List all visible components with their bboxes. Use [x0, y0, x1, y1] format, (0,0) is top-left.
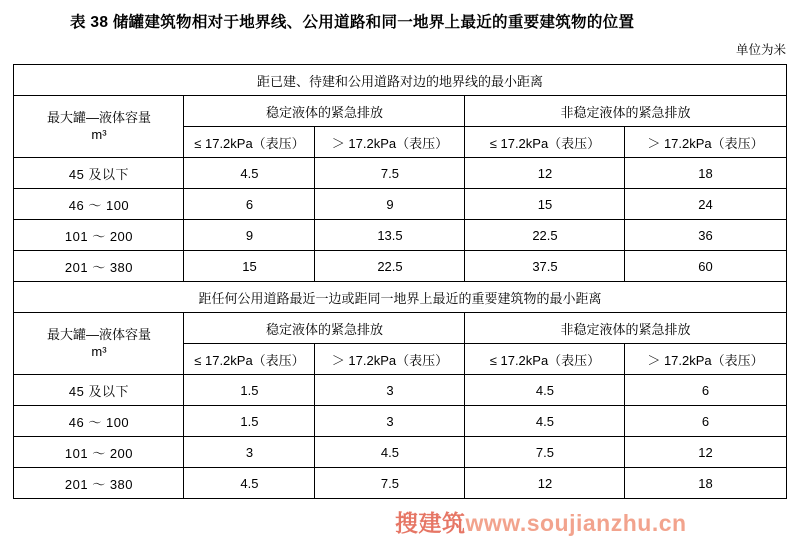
- value-cell: 6: [184, 189, 315, 220]
- subheader-1-3: ≤ 17.2kPa（表压）: [465, 127, 625, 158]
- table-row: [14, 189, 786, 220]
- value-cell: 7.5: [315, 468, 465, 499]
- row-label-2: [14, 313, 184, 375]
- subheader-1-4: ＞ 17.2kPa（表压）: [625, 127, 786, 158]
- value-cell: 3: [184, 437, 315, 468]
- value-cell: 13.5: [315, 220, 465, 251]
- value-cell: 4.5: [184, 468, 315, 499]
- value-cell: 24: [625, 189, 786, 220]
- value-cell: 37.5: [465, 251, 625, 282]
- subheader-2-1: ≤ 17.2kPa（表压）: [184, 344, 315, 375]
- subheader-2-4: ＞ 17.2kPa（表压）: [625, 344, 786, 375]
- table-row: [14, 468, 786, 499]
- section-heading-1: 距已建、待建和公用道路对边的地界线的最小距离: [14, 65, 786, 96]
- table-row: [14, 375, 786, 406]
- group-header-stable-2: 稳定液体的紧急排放: [184, 313, 465, 344]
- row-label-line1: 最大罐—液体容量: [46, 327, 151, 343]
- value-cell: 12: [625, 437, 786, 468]
- value-cell: 6: [625, 406, 786, 437]
- value-cell: 7.5: [465, 437, 625, 468]
- group-header-unstable-1: 非稳定液体的紧急排放: [465, 96, 786, 127]
- row-label-1: [14, 96, 184, 158]
- watermark-en: www.soujianzhu.cn: [465, 510, 687, 536]
- row-label-line1: 最大罐—液体容量: [46, 110, 151, 126]
- value-cell: 1.5: [184, 375, 315, 406]
- value-cell: 22.5: [315, 251, 465, 282]
- data-table: [13, 64, 786, 499]
- table-row: [14, 251, 786, 282]
- value-cell: 18: [625, 468, 786, 499]
- value-cell: 4.5: [184, 158, 315, 189]
- value-cell: 7.5: [315, 158, 465, 189]
- value-cell: 15: [184, 251, 315, 282]
- group-header-unstable-2: 非稳定液体的紧急排放: [465, 313, 786, 344]
- table-row: [14, 282, 786, 313]
- category-cell: 45 及以下: [14, 158, 184, 189]
- value-cell: 6: [625, 375, 786, 406]
- table-row: [14, 220, 786, 251]
- category-cell: 46 ～ 100: [14, 406, 184, 437]
- value-cell: 22.5: [465, 220, 625, 251]
- unit-note: 单位为米: [735, 43, 786, 57]
- value-cell: 9: [315, 189, 465, 220]
- table-row: [14, 406, 786, 437]
- subheader-2-2: ＞ 17.2kPa（表压）: [315, 344, 465, 375]
- subheader-2-3: ≤ 17.2kPa（表压）: [465, 344, 625, 375]
- watermark: [395, 505, 687, 538]
- subheader-1-1: ≤ 17.2kPa（表压）: [184, 127, 315, 158]
- value-cell: 4.5: [315, 437, 465, 468]
- table-row: [14, 313, 786, 344]
- value-cell: 1.5: [184, 406, 315, 437]
- subheader-1-2: ＞ 17.2kPa（表压）: [315, 127, 465, 158]
- value-cell: 18: [625, 158, 786, 189]
- category-cell: 201 ～ 380: [14, 251, 184, 282]
- table-row: [14, 96, 786, 127]
- value-cell: 9: [184, 220, 315, 251]
- value-cell: 12: [465, 468, 625, 499]
- value-cell: 4.5: [465, 406, 625, 437]
- watermark-cn: 搜建筑: [395, 510, 466, 536]
- category-cell: 101 ～ 200: [14, 437, 184, 468]
- value-cell: 36: [625, 220, 786, 251]
- category-cell: 46 ～ 100: [14, 189, 184, 220]
- section-heading-2: 距任何公用道路最近一边或距同一地界上最近的重要建筑物的最小距离: [14, 282, 786, 313]
- value-cell: 60: [625, 251, 786, 282]
- category-cell: 101 ～ 200: [14, 220, 184, 251]
- table-row: [14, 437, 786, 468]
- table-row: [14, 158, 786, 189]
- page-title: 表 38 储罐建筑物相对于地界线、公用道路和同一地界上最近的重要建筑物的位置: [70, 14, 635, 31]
- category-cell: 201 ～ 380: [14, 468, 184, 499]
- value-cell: 3: [315, 375, 465, 406]
- value-cell: 12: [465, 158, 625, 189]
- group-header-stable-1: 稳定液体的紧急排放: [184, 96, 465, 127]
- category-cell: 45 及以下: [14, 375, 184, 406]
- value-cell: 15: [465, 189, 625, 220]
- row-label-line2: m³: [91, 126, 107, 142]
- value-cell: 4.5: [465, 375, 625, 406]
- table-row: [14, 65, 786, 96]
- value-cell: 3: [315, 406, 465, 437]
- row-label-line2: m³: [91, 343, 107, 359]
